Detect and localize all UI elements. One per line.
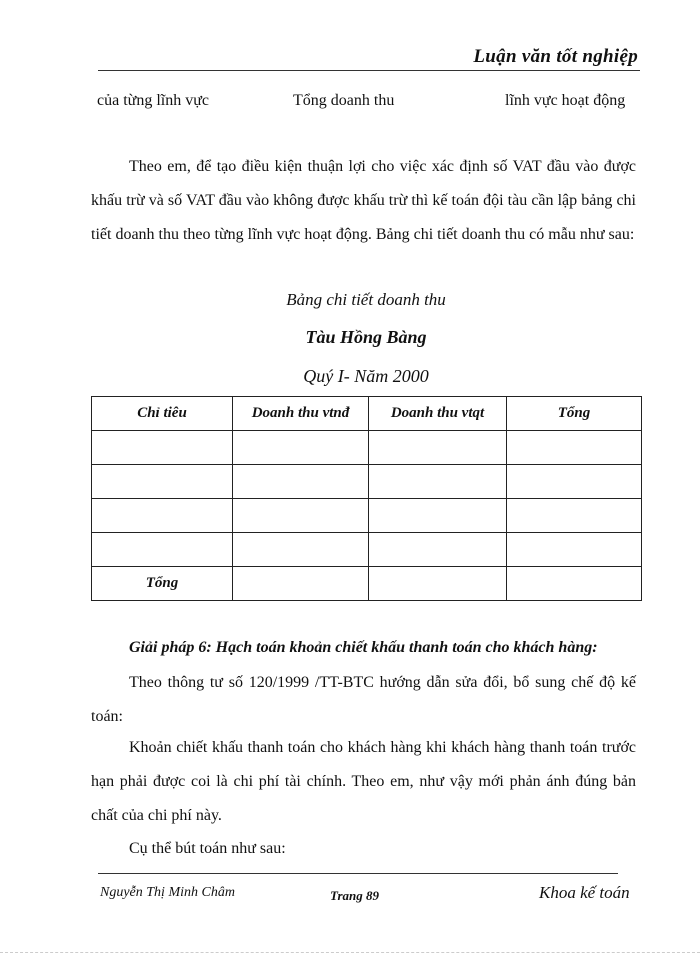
header-tong: Tổng [507,397,642,431]
table-row [92,465,642,499]
table-cell [233,567,369,601]
table-cell [233,431,369,465]
table-cell [507,533,642,567]
table-cell [507,465,642,499]
table-cell [233,465,369,499]
table-caption-period: Quý I- Năm 2000 [303,366,429,386]
header-doanh-thu-vtqt: Doanh thu vtqt [369,397,507,431]
table-cell [92,499,233,533]
footer-department: Khoa kế toán [539,883,630,902]
revenue-detail-table [91,396,642,601]
paragraph-circular: Theo thông tư số 120/1999 /TT-BTC hướng dẫn sửa đổi, bổ sung chế độ kế toán: [91,674,636,725]
table-caption-title: Bảng chi tiết doanh thu [286,290,446,309]
footer-rule [98,873,618,874]
table-header-row [92,397,642,431]
header-rule [98,70,640,71]
total-label: Tổng [92,567,233,601]
table-row [92,499,642,533]
table-row [92,533,642,567]
table-cell [507,499,642,533]
paragraph-discount: Khoản chiết khấu thanh toán cho khách hàng khi khách hàng thanh toán trước hạn phải được coi là chi phí tài chính. Theo em, như vậy mới phản ánh đúng bản chất của chi phí này. [91,739,636,824]
page-bottom-border [0,952,700,953]
table-cell [92,533,233,567]
header-doanh-thu-vtnd: Doanh thu vtnđ [233,397,369,431]
top-line-col1: của từng lĩnh vực [97,92,209,109]
table-cell [507,431,642,465]
table-cell [233,499,369,533]
table-cell [92,465,233,499]
table-total-row [92,567,642,601]
paragraph-entries: Cụ thể bút toán như sau: [129,840,286,857]
footer-author: Nguyễn Thị Minh Châm [100,885,235,900]
table-cell [507,567,642,601]
solution-heading: Giải pháp 6: Hạch toán khoản chiết khấu thanh toán cho khách hàng: [129,639,598,656]
paragraph-vat: Theo em, để tạo điều kiện thuận lợi cho việc xác định số VAT đầu vào được khấu trừ và số VAT đầu vào không được khấu trừ thì kế toán đội tàu cần lập bảng chi tiết doanh thu theo từng lĩnh vực hoạt động. Bảng chi tiết doanh thu có mẫu như sau: [91,158,636,243]
top-line-col3: lĩnh vực hoạt động [505,92,626,109]
table-cell [369,499,507,533]
header-chi-tieu: Chỉ tiêu [92,397,233,431]
header-title: Luận văn tốt nghiệp [473,46,638,67]
table-row [92,431,642,465]
table-cell [369,567,507,601]
footer-page-number: Trang 89 [330,888,379,903]
table-cell [92,431,233,465]
table-caption-ship: Tàu Hồng Bàng [305,327,427,347]
top-line-col2: Tổng doanh thu [293,92,395,109]
table-cell [233,533,369,567]
table-cell [369,465,507,499]
table-cell [369,533,507,567]
table-cell [369,431,507,465]
